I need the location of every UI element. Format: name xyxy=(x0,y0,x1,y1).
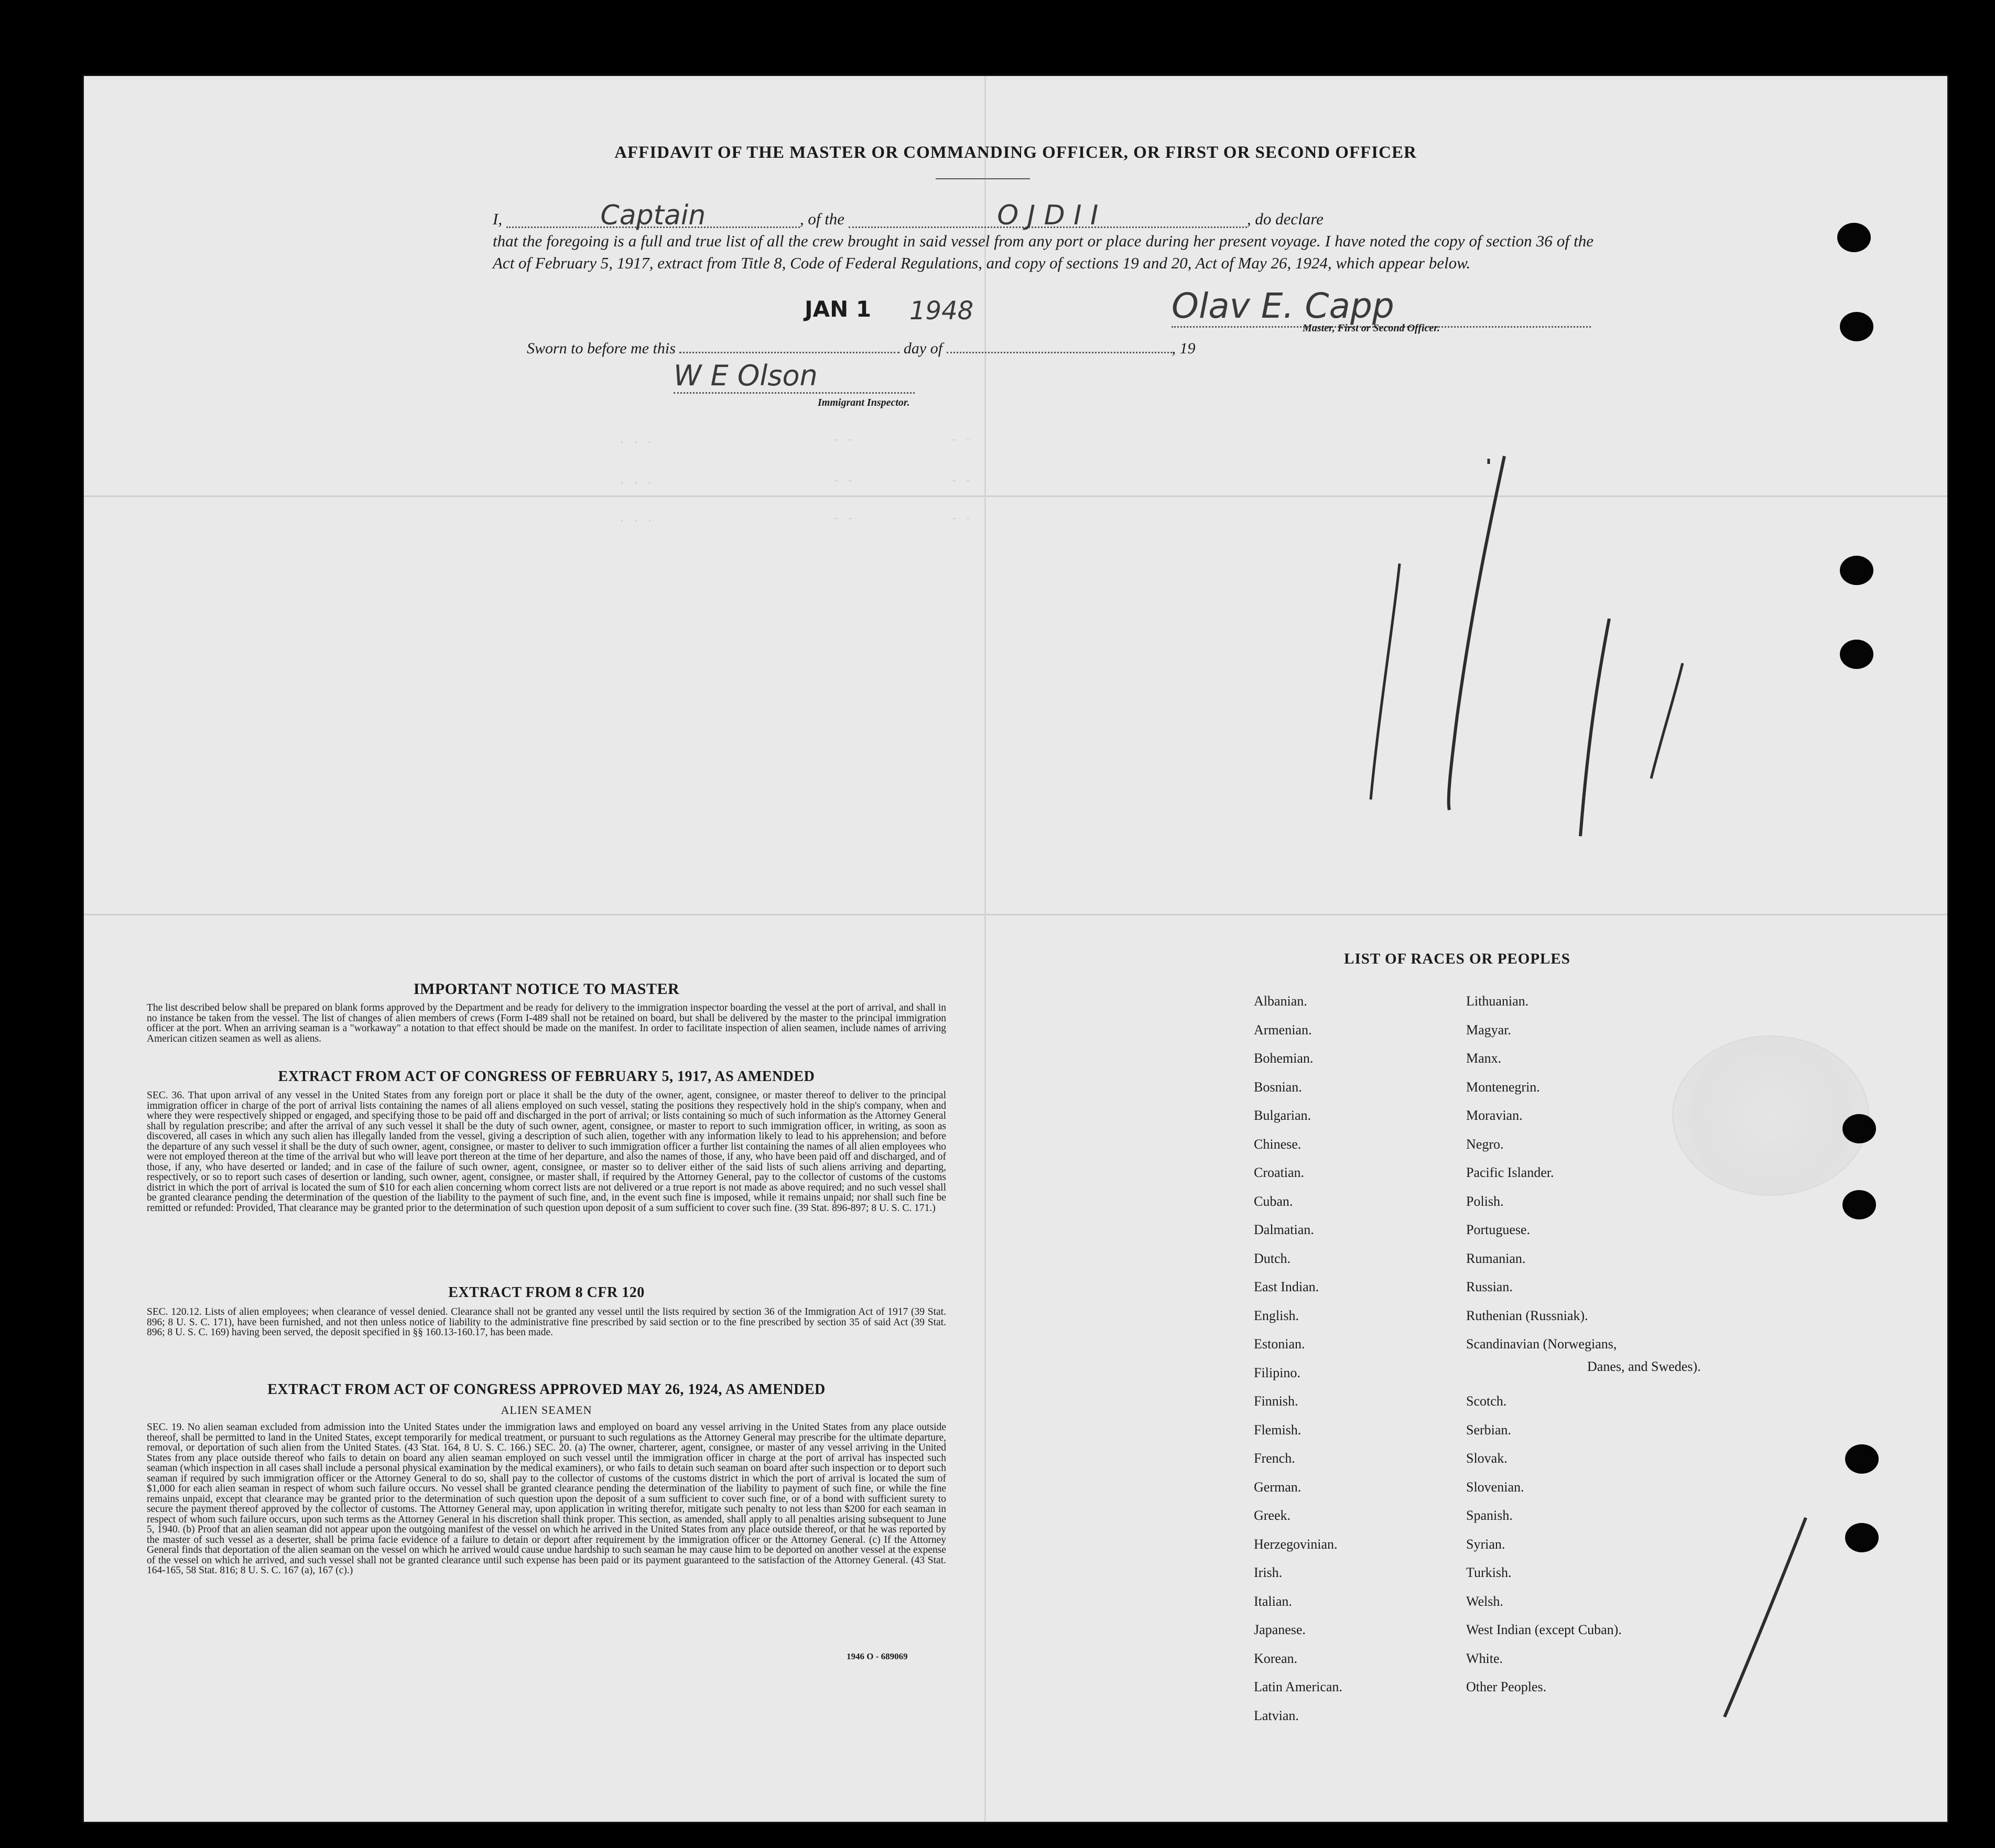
race-item: Syrian. xyxy=(1466,1536,1505,1552)
race-item: Magyar. xyxy=(1466,1022,1511,1038)
binder-hole xyxy=(1840,640,1873,669)
pencil-tally-marks xyxy=(1368,443,1735,915)
extract-1917-text: SEC. 36. That upon arrival of any vessel in the United States from any foreign port or place it shall be the duty of the owner, agent, consignee, or master thereof to deliver to the principal immigration officer in charge of the port of arrival lists containing the names of all aliens employed on such vessel, stating the positions they respectively hold in the ship's company, when and where they were respectively shipped or engaged, and specifying those to be paid off and discharged in the port of arrival; or lists containing so much of such information as the Attorney General shall by regulation prescribe; and after the arrival of any such vessel it shall be the duty of such owner, agent, consignee, or master to report to such immigration officer, in writing, as soon as discovered, all cases in which any such alien has illegally landed from the vessel, giving a description of such alien, together with any information likely to lead to his apprehension; and before the departure of any such vessel it shall be the duty of such owner, agent, consignee, or master to deliver to such immigration officer a further list containing the names of all alien employees who were not employed thereon at the time of the arrival but who will leave port thereon at the time of her departure, and also the names of those, if any, who have been paid off and discharged, and of those, if any, who have deserted or landed; and in case of the failure of such owner, agent, consignee, or master so to deliver either of the said lists of such aliens arriving and departing, respectively, or so to report such cases of desertion or landing, such owner, agent, consignee, or master shall, if required by the Attorney General, pay to the collector of customs of the customs district in which the port of arrival is located the sum of $10 for each alien concerning whom correct lists are not delivered or a true report is not made as above required; and no such vessel shall be granted clearance pending the determination of the question of the liability to the payment of such fine, and, in the event such fine is imposed, while it remains unpaid; nor shall such fine be remitted or refunded: Provided, That clearance may be granted prior to the determination of such question upon deposit of a sum sufficient to cover such fine. (39 Stat. 896-897; 8 U. S. C. 171.) xyxy=(147,1090,946,1214)
date-handwritten: 1948 xyxy=(909,296,974,326)
race-item: Armenian. xyxy=(1254,1022,1312,1038)
race-item: Polish. xyxy=(1466,1193,1504,1209)
race-item: Montenegrin. xyxy=(1466,1079,1540,1095)
race-item: German. xyxy=(1254,1479,1302,1495)
extract-1924-text: SEC. 19. No alien seaman excluded from admission into the United States under the immigration laws and employed on board any vessel arriving in the United States from any place outside thereof, shall be permitted to land in the United States, except temporarily for medical treatment, or pursuant to such regulations as the Attorney General may prescribe for the ultimate departure, removal, or deportation of such alien from the United States. (43 Stat. 164, 8 U. S. C. 166.) SEC. 20. (a) The owner, charterer, agent, consignee, or master of any vessel arriving in the United States from any place outside thereof who fails to detain on board any alien seaman employed on such vessel until the immigration officer in charge at the port of arrival has inspected such seaman (which inspection in all cases shall include a personal physical examination by the medical examiners), or who fails to detain such seaman on board after such inspection or to deport such seaman if required by such immigration officer or the Attorney General to do so, shall pay to the collector of customs of the customs district in which the port of arrival is located the sum of $1,000 for each alien seaman in respect of whom such failure occurs. No vessel shall be granted clearance pending the determination of the liability to payment of such fine, or while the fine remains unpaid, except that clearance may be granted prior to the determination of such question upon the deposit of a sum sufficient to cover such fine, or of a bond with sufficient surety to secure the payment thereof approved by the collector of customs. The Attorney General may, upon application in writing therefor, mitigate such penalty to not less than $200 for each seaman in respect of whom such failure occurs, upon such terms as the Attorney General in his discretion shall think proper. This section, as amended, shall apply to all penalties arising subsequent to June 5, 1940. (b) Proof that an alien seaman did not appear upon the outgoing manifest of the vessel on which he arrived in the United States from any place outside thereof, or that he was reported by the master of such vessel as a deserter, shall be prima facie evidence of a failure to detain or deport after requirement by the immigration officer or the Attorney General. (c) If the Attorney General finds that deportation of the alien seaman on the vessel on which he arrived would cause undue hardship to such seaman he may cause him to be deported on another vessel at the expense of the vessel on which he arrived, and such vessel shall not be granted clearance until such expense has been paid or its payment guaranteed to the satisfaction of the Attorney General. (43 Stat. 164-165, 58 Stat. 816; 8 U. S. C. 167 (a), 167 (c).) xyxy=(147,1422,946,1576)
affidavit-prefix: I, xyxy=(493,210,503,228)
race-item: Rumanian. xyxy=(1466,1250,1526,1266)
race-item: Scandinavian (Norwegians, xyxy=(1466,1336,1617,1352)
sworn-prefix: Sworn to before me this xyxy=(527,340,676,357)
heading-rule xyxy=(936,178,1030,179)
binder-hole xyxy=(1840,556,1873,585)
race-item: Welsh. xyxy=(1466,1593,1503,1609)
notice-heading: IMPORTANT NOTICE TO MASTER xyxy=(413,980,680,998)
vessel-name-field: O J D I I xyxy=(849,204,1247,228)
race-item: Pacific Islander. xyxy=(1466,1165,1554,1180)
extract-cfr-heading: EXTRACT FROM 8 CFR 120 xyxy=(448,1284,645,1301)
race-item: Chinese. xyxy=(1254,1136,1302,1152)
race-item: Korean. xyxy=(1254,1650,1298,1666)
race-item: Dutch. xyxy=(1254,1250,1291,1266)
race-item: Bosnian. xyxy=(1254,1079,1302,1095)
extract-1917-heading: EXTRACT FROM ACT OF CONGRESS OF FEBRUARY 5, 1917, AS AMENDED xyxy=(278,1068,815,1085)
race-item: Manx. xyxy=(1466,1051,1502,1066)
document-page xyxy=(84,76,1947,1822)
race-item: Japanese. xyxy=(1254,1622,1306,1637)
affidavit-of-the: , of the xyxy=(799,210,845,228)
affidavit-declare: , do declare xyxy=(1246,210,1324,228)
pencil-mark xyxy=(1714,1507,1814,1727)
bleed-through-marks: . . . - - - - xyxy=(619,512,972,525)
race-item: Filipino. xyxy=(1254,1365,1300,1380)
binder-hole xyxy=(1837,223,1871,252)
race-item: Ruthenian (Russniak). xyxy=(1466,1307,1588,1323)
affidavit-body xyxy=(493,200,1593,274)
alien-seamen-subheading: ALIEN SEAMEN xyxy=(501,1403,592,1417)
race-item-continuation: Danes, and Swedes). xyxy=(1587,1359,1701,1374)
sworn-date-field xyxy=(679,352,899,353)
binder-hole xyxy=(1845,1523,1879,1552)
notice-text: The list described below shall be prepared on blank forms approved by the Department and be ready for delivery to the immigration inspector boarding the vessel at the port of arrival, and shall in no instance be taken from the vessel. The list of changes of alien members of crews (Form I-489 shall not be retained on board, but shall be delivered by the master to the principal immigration officer at the port. When an arriving seaman is a "workaway" a notation to that effect should be made on the manifest. In order to facilitate inspection of alien seamen, include names of arriving American citizen seamen as well as aliens. xyxy=(147,1002,946,1044)
race-item: Scotch. xyxy=(1466,1393,1507,1409)
race-item: Negro. xyxy=(1466,1136,1504,1152)
race-item: English. xyxy=(1254,1307,1299,1323)
extract-1924-heading: EXTRACT FROM ACT OF CONGRESS APPROVED MAY 26, 1924, AS AMENDED xyxy=(267,1381,826,1398)
race-item: Latvian. xyxy=(1254,1707,1299,1723)
extract-cfr-text: SEC. 120.12. Lists of alien employees; when clearance of vessel denied. Clearance shall not be granted any vessel until the lists required by section 36 of the Immigration Act of 1917 (39 Stat. 896; 8 U. S. C. 171), have been furnished, and not then unless notice of liability to the administrative fine prescribed by said section or to the fine prescribed by section 35 of said Act (39 Stat. 896; 8 U. S. C. 169) having been served, the deposit specified in §§ 160.13-160.17, has been made. xyxy=(147,1306,946,1338)
sworn-year-label: , 19 xyxy=(1172,340,1196,357)
binder-hole xyxy=(1845,1444,1879,1474)
race-item: Irish. xyxy=(1254,1565,1283,1580)
signature-caption: Master, First or Second Officer. xyxy=(1303,322,1440,334)
race-item: Serbian. xyxy=(1466,1422,1511,1438)
race-item: Finnish. xyxy=(1254,1393,1298,1409)
race-item: Other Peoples. xyxy=(1466,1679,1547,1694)
race-item: Flemish. xyxy=(1254,1422,1302,1438)
race-item: White. xyxy=(1466,1650,1503,1666)
race-item: Herzegovinian. xyxy=(1254,1536,1338,1552)
bleed-through-marks: . . . - - - - xyxy=(619,474,972,488)
print-code: 1946 O - 689069 xyxy=(847,1651,908,1661)
inspector-signature: W E Olson xyxy=(674,359,915,394)
affidavit-line-1 xyxy=(493,200,1593,231)
race-item: East Indian. xyxy=(1254,1279,1319,1294)
race-item: Portuguese. xyxy=(1466,1222,1531,1237)
race-item: Croatian. xyxy=(1254,1165,1305,1180)
race-item: Italian. xyxy=(1254,1593,1292,1609)
race-item: Estonian. xyxy=(1254,1336,1305,1352)
sworn-month-field xyxy=(947,352,1172,353)
race-item: Greek. xyxy=(1254,1508,1291,1523)
race-item: Bohemian. xyxy=(1254,1051,1314,1066)
race-item: French. xyxy=(1254,1451,1295,1466)
race-item: Cuban. xyxy=(1254,1193,1293,1209)
sworn-day-label: day of xyxy=(903,340,943,357)
race-item: Slovenian. xyxy=(1466,1479,1524,1495)
race-item: Latin American. xyxy=(1254,1679,1342,1694)
race-item: Spanish. xyxy=(1466,1508,1513,1523)
race-item: Bulgarian. xyxy=(1254,1108,1311,1123)
race-item: Moravian. xyxy=(1466,1108,1523,1123)
master-signature: Olav E. Capp xyxy=(1172,286,1591,328)
sworn-line xyxy=(527,340,1313,358)
race-item: Dalmatian. xyxy=(1254,1222,1314,1237)
race-item: Lithuanian. xyxy=(1466,993,1529,1009)
fold-line xyxy=(984,76,986,1822)
race-item: Albanian. xyxy=(1254,993,1307,1009)
binder-hole xyxy=(1840,312,1873,341)
officer-title-field: Captain xyxy=(506,204,800,228)
affidavit-statement: that the foregoing is a full and true list of all the crew brought in said vessel from any port or place during her present voyage. I have noted the copy of section 36 of the Act of February 5, 1917, extract from Title 8, Code of Federal Regulations, and copy of sections 19 and 20, Act of May 26, 1924, which appear below. xyxy=(493,232,1593,272)
date-stamp: JAN 1 xyxy=(805,296,872,322)
bleed-through-marks: . . . - - - - xyxy=(619,434,972,447)
inspector-caption: Immigrant Inspector. xyxy=(818,397,910,408)
embossed-seal xyxy=(1672,1035,1869,1196)
race-item: Turkish. xyxy=(1466,1565,1512,1580)
race-item: Slovak. xyxy=(1466,1451,1508,1466)
race-item: Russian. xyxy=(1466,1279,1513,1294)
binder-hole xyxy=(1842,1114,1876,1143)
affidavit-heading: AFFIDAVIT OF THE MASTER OR COMMANDING OFFICER, OR FIRST OR SECOND OFFICER xyxy=(614,143,1417,162)
binder-hole xyxy=(1842,1190,1876,1219)
race-item: West Indian (except Cuban). xyxy=(1466,1622,1622,1637)
races-heading: LIST OF RACES OR PEOPLES xyxy=(1344,950,1570,967)
